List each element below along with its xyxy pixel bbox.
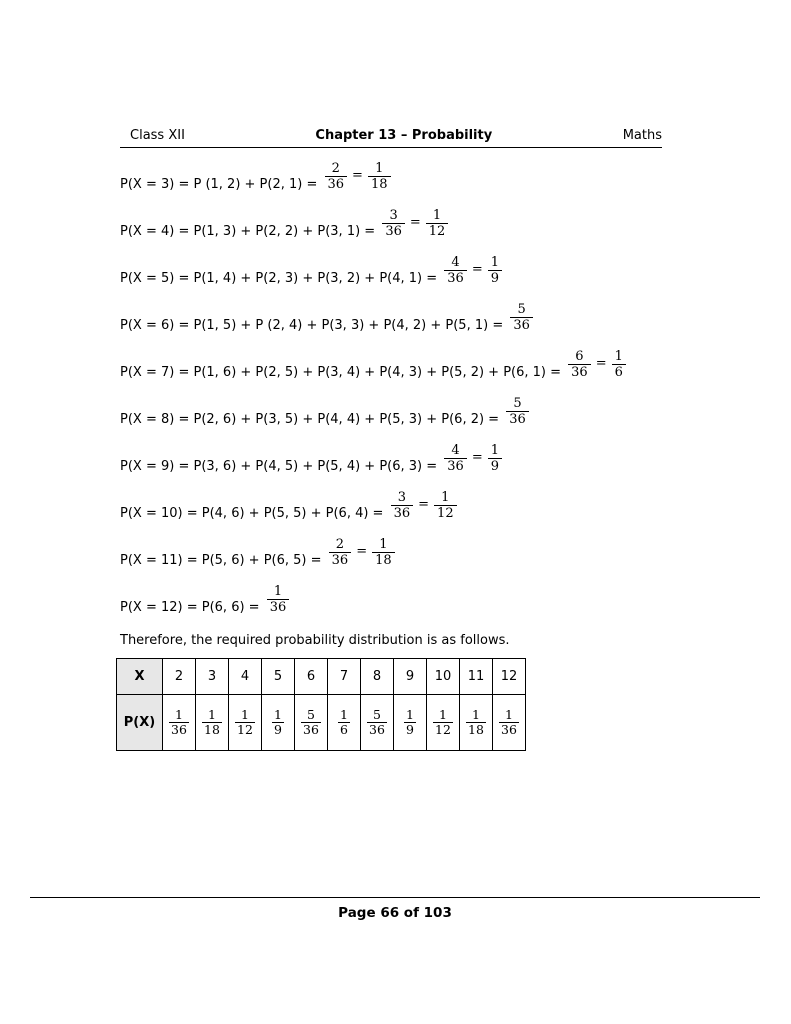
fraction	[510, 302, 533, 333]
page-header	[120, 128, 662, 148]
fraction	[434, 490, 457, 521]
equation-line	[120, 302, 662, 349]
fraction-denominator: 36	[267, 599, 290, 615]
header-chapter-title: Chapter 13 – Probability	[315, 128, 493, 143]
fraction	[329, 537, 352, 568]
page-footer	[30, 897, 760, 921]
probability-distribution-table	[116, 658, 526, 751]
fraction	[272, 708, 284, 737]
p-value-cell	[163, 695, 196, 751]
fraction-denominator: 36	[568, 364, 591, 380]
fraction-denominator: 36	[510, 317, 533, 333]
fraction-denominator: 36	[382, 223, 405, 239]
fraction	[382, 208, 405, 239]
fraction-denominator: 6	[340, 721, 348, 737]
x-value-cell: 2	[163, 659, 196, 695]
p-value-cell	[427, 695, 460, 751]
fraction-numerator: 4	[451, 255, 460, 270]
fraction-numerator: 1	[175, 706, 183, 722]
p-value-cell	[394, 695, 427, 751]
header-subject-label: Maths	[622, 128, 662, 143]
fraction-numerator: 1	[505, 706, 513, 722]
p-value-cell	[196, 695, 229, 751]
fraction	[301, 708, 321, 737]
table-row-x	[117, 659, 526, 695]
fraction-denominator: 36	[444, 458, 467, 474]
fraction	[444, 255, 467, 286]
p-value-cell	[262, 695, 295, 751]
fraction	[568, 349, 591, 380]
fraction-denominator: 9	[274, 721, 282, 737]
equals-sign: =	[352, 168, 363, 183]
equals-sign: =	[471, 262, 483, 277]
x-value-cell: 10	[427, 659, 460, 695]
equation-text: P(X = 6) = P(1, 5) + P (2, 4) + P(3, 3) + P(4, 2) + P(5, 1) =	[120, 318, 508, 333]
fraction	[367, 708, 387, 737]
fraction	[404, 708, 416, 737]
fraction-numerator: 1	[340, 706, 348, 722]
fraction-numerator: 2	[331, 161, 340, 176]
fraction-denominator: 12	[237, 721, 253, 737]
equals-sign: =	[356, 544, 368, 559]
fraction	[488, 255, 502, 286]
header-class-label: Class XII	[130, 128, 185, 143]
fraction	[426, 208, 449, 239]
page-number: Page 66 of 103	[338, 905, 452, 921]
equation-line	[120, 161, 662, 208]
fraction-denominator: 12	[426, 223, 449, 239]
p-value-cell	[328, 695, 361, 751]
fraction-denominator: 36	[171, 721, 187, 737]
p-value-cell	[295, 695, 328, 751]
p-value-cell	[361, 695, 394, 751]
p-value-cell	[229, 695, 262, 751]
fraction-denominator: 36	[369, 721, 385, 737]
fraction-numerator: 5	[373, 706, 381, 722]
equation-text: P(X = 3) = P (1, 2) + P(2, 1) =	[120, 177, 322, 192]
equals-sign: =	[471, 450, 483, 465]
equation-text: P(X = 11) = P(5, 6) + P(6, 5) =	[120, 553, 326, 568]
equation-text: P(X = 9) = P(3, 6) + P(4, 5) + P(5, 4) + P(6, 3) =	[120, 459, 442, 474]
fraction-denominator: 36	[303, 721, 319, 737]
fraction-numerator: 1	[441, 490, 450, 505]
fraction-denominator: 18	[372, 552, 395, 568]
fraction-numerator: 5	[513, 396, 522, 411]
fraction	[325, 161, 348, 192]
note-text: Therefore, the required probability distribution is as follows.	[120, 633, 510, 648]
equation-line	[120, 255, 662, 302]
fraction	[499, 708, 519, 737]
fraction	[202, 708, 222, 737]
fraction-numerator: 3	[389, 208, 398, 223]
fraction-numerator: 1	[274, 706, 282, 722]
table-header-px: P(X)	[117, 695, 163, 751]
fraction	[433, 708, 453, 737]
equation-line	[120, 537, 662, 584]
fraction-denominator: 12	[435, 721, 451, 737]
fraction-numerator: 1	[208, 706, 216, 722]
equals-sign: =	[409, 215, 421, 230]
table-row-px	[117, 695, 526, 751]
fraction-numerator: 3	[397, 490, 406, 505]
fraction-denominator: 18	[368, 176, 391, 192]
equals-sign: =	[595, 356, 607, 371]
fraction-numerator: 1	[432, 208, 442, 223]
x-value-cell: 4	[229, 659, 262, 695]
fraction-numerator: 1	[375, 161, 384, 176]
fraction-numerator: 4	[451, 443, 460, 458]
x-value-cell: 5	[262, 659, 295, 695]
x-value-cell: 11	[460, 659, 493, 695]
fraction-denominator: 36	[506, 411, 529, 427]
fraction-denominator: 18	[204, 721, 220, 737]
fraction-numerator: 1	[439, 706, 447, 722]
fraction-numerator: 1	[406, 706, 414, 722]
fraction-denominator: 36	[391, 505, 414, 521]
x-value-cell: 12	[493, 659, 526, 695]
equations-section	[120, 161, 662, 631]
fraction	[368, 161, 391, 192]
fraction-denominator: 9	[488, 270, 502, 286]
equation-line	[120, 349, 662, 396]
fraction-numerator: 1	[490, 255, 499, 270]
fraction-numerator: 1	[241, 706, 249, 722]
fraction	[612, 349, 626, 380]
fraction	[444, 443, 467, 474]
fraction	[372, 537, 395, 568]
fraction	[169, 708, 189, 737]
fraction	[235, 708, 255, 737]
document-content	[120, 128, 662, 751]
fraction-numerator: 1	[379, 537, 388, 552]
x-value-cell: 3	[196, 659, 229, 695]
fraction	[391, 490, 414, 521]
fraction-denominator: 36	[325, 176, 348, 192]
fraction-numerator: 5	[517, 302, 526, 317]
equation-line	[120, 208, 662, 255]
equation-text: P(X = 8) = P(2, 6) + P(3, 5) + P(4, 4) + P(5, 3) + P(6, 2) =	[120, 412, 504, 427]
equation-text: P(X = 4) = P(1, 3) + P(2, 2) + P(3, 1) =	[120, 224, 380, 239]
fraction-denominator: 12	[434, 505, 457, 521]
fraction-denominator: 36	[329, 552, 352, 568]
table-header-x: X	[117, 659, 163, 695]
fraction-denominator: 9	[406, 721, 414, 737]
fraction	[267, 584, 290, 615]
fraction-numerator: 1	[490, 443, 499, 458]
x-value-cell: 9	[394, 659, 427, 695]
equation-text: P(X = 10) = P(4, 6) + P(5, 5) + P(6, 4) =	[120, 506, 388, 521]
fraction	[506, 396, 529, 427]
equation-line	[120, 396, 662, 443]
fraction-denominator: 36	[444, 270, 467, 286]
p-value-cell	[460, 695, 493, 751]
x-value-cell: 6	[295, 659, 328, 695]
fraction-numerator: 1	[273, 584, 283, 599]
x-value-cell: 8	[361, 659, 394, 695]
equation-line	[120, 443, 662, 490]
fraction-denominator: 6	[612, 364, 626, 380]
fraction-denominator: 9	[488, 458, 502, 474]
fraction	[488, 443, 502, 474]
equation-text: P(X = 7) = P(1, 6) + P(2, 5) + P(3, 4) + P(4, 3) + P(5, 2) + P(6, 1) =	[120, 365, 566, 380]
equation-text: P(X = 12) = P(6, 6) =	[120, 600, 264, 615]
fraction-denominator: 36	[501, 721, 517, 737]
fraction-numerator: 2	[335, 537, 345, 552]
equals-sign: =	[418, 497, 430, 512]
fraction-numerator: 5	[307, 706, 315, 722]
fraction-numerator: 6	[575, 349, 584, 364]
equation-line	[120, 584, 662, 631]
fraction	[338, 708, 350, 737]
fraction-denominator: 18	[468, 721, 484, 737]
fraction-numerator: 1	[614, 349, 623, 364]
x-value-cell: 7	[328, 659, 361, 695]
equation-line	[120, 490, 662, 537]
fraction	[466, 708, 486, 737]
fraction-numerator: 1	[472, 706, 480, 722]
equation-text: P(X = 5) = P(1, 4) + P(2, 3) + P(3, 2) + P(4, 1) =	[120, 271, 442, 286]
p-value-cell	[493, 695, 526, 751]
